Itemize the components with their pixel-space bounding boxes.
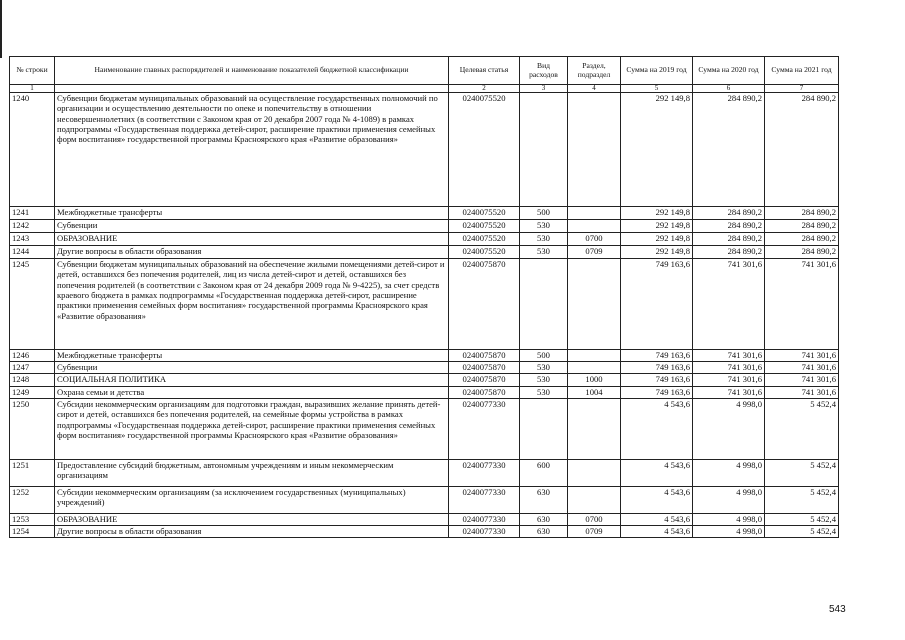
row-sum-2019: 749 163,6 (621, 350, 693, 362)
row-target: 0240075520 (449, 233, 520, 246)
row-number: 1251 (10, 460, 55, 487)
table-row (10, 526, 839, 538)
row-section: 0709 (568, 526, 621, 538)
row-sum-2019: 4 543,6 (621, 526, 693, 538)
row-target: 0240077330 (449, 399, 520, 460)
row-sum-2020: 284 890,2 (693, 207, 765, 220)
row-expense-type (520, 93, 568, 207)
header-sum-2020: Сумма на 2020 год (693, 57, 765, 85)
table-row (10, 460, 839, 487)
header-section: Раздел, подраздел (568, 57, 621, 85)
table-row (10, 246, 839, 259)
row-name: СОЦИАЛЬНАЯ ПОЛИТИКА (55, 374, 449, 387)
row-sum-2019: 749 163,6 (621, 362, 693, 374)
table-row (10, 487, 839, 514)
header-row-no: № строки (10, 57, 55, 85)
row-number: 1254 (10, 526, 55, 538)
table-row (10, 399, 839, 460)
column-number-6: 6 (693, 85, 765, 93)
row-section: 0700 (568, 233, 621, 246)
row-section (568, 460, 621, 487)
row-name: Субвенции бюджетам муниципальных образований на осуществление государственных полномочий по организации и осуществлению деятельности по опеке и попечительству в отношении несовершеннолетних (в соответствии с Законом края от 20 декабря 2007 года № 4-1089) в рамках подпрограммы «Государственная поддержка детей-сирот, расширение практики применения семейных форм воспитания» государственной программы Красноярского края «Развитие образования» (55, 93, 449, 207)
row-name: ОБРАЗОВАНИЕ (55, 514, 449, 526)
row-sum-2021: 5 452,4 (765, 460, 839, 487)
header-expense-type: Вид расходов (520, 57, 568, 85)
row-expense-type: 530 (520, 233, 568, 246)
row-section: 0700 (568, 514, 621, 526)
row-number: 1241 (10, 207, 55, 220)
row-sum-2021: 741 301,6 (765, 350, 839, 362)
row-sum-2020: 284 890,2 (693, 93, 765, 207)
row-sum-2019: 749 163,6 (621, 387, 693, 399)
row-sum-2021: 284 890,2 (765, 220, 839, 233)
row-name: Субсидии некоммерческим организациям для подготовки граждан, выразивших желание принять детей-сирот и детей, оставшихся без попечения родителей, на семейные формы устройства в рамках подпрограммы «Государственная поддержка детей-сирот, расширение практики применения семейных форм воспитания» государственной программы Красноярского края «Развитие образования» (55, 399, 449, 460)
row-section (568, 399, 621, 460)
row-target: 0240075870 (449, 387, 520, 399)
row-target: 0240075870 (449, 259, 520, 350)
row-sum-2019: 749 163,6 (621, 259, 693, 350)
table-row (10, 362, 839, 374)
row-expense-type: 630 (520, 526, 568, 538)
row-section (568, 207, 621, 220)
row-name: Межбюджетные трансферты (55, 207, 449, 220)
row-sum-2021: 741 301,6 (765, 387, 839, 399)
row-sum-2021: 741 301,6 (765, 362, 839, 374)
scan-edge-line (0, 0, 2, 58)
budget-table (9, 56, 839, 538)
row-number: 1253 (10, 514, 55, 526)
column-number-7: 7 (765, 85, 839, 93)
row-section (568, 93, 621, 207)
page-number: 543 (829, 604, 846, 615)
header-row (10, 57, 839, 85)
column-number-blank (55, 85, 449, 93)
row-name: Субвенции (55, 220, 449, 233)
row-number: 1249 (10, 387, 55, 399)
row-target: 0240075870 (449, 362, 520, 374)
column-number-1: 1 (10, 85, 55, 93)
table-row (10, 220, 839, 233)
row-section (568, 350, 621, 362)
column-number-4: 4 (568, 85, 621, 93)
row-expense-type: 530 (520, 374, 568, 387)
column-number-2: 2 (449, 85, 520, 93)
row-target: 0240075870 (449, 350, 520, 362)
row-sum-2019: 292 149,8 (621, 246, 693, 259)
column-number-row (10, 85, 839, 93)
row-section (568, 362, 621, 374)
row-target: 0240075520 (449, 220, 520, 233)
row-section: 1004 (568, 387, 621, 399)
row-sum-2021: 284 890,2 (765, 207, 839, 220)
row-sum-2020: 741 301,6 (693, 350, 765, 362)
row-number: 1248 (10, 374, 55, 387)
row-sum-2019: 4 543,6 (621, 460, 693, 487)
row-sum-2020: 4 998,0 (693, 460, 765, 487)
row-sum-2019: 4 543,6 (621, 514, 693, 526)
row-section (568, 487, 621, 514)
row-expense-type: 530 (520, 220, 568, 233)
table-row (10, 387, 839, 399)
row-sum-2020: 4 998,0 (693, 514, 765, 526)
row-sum-2019: 292 149,8 (621, 93, 693, 207)
row-sum-2021: 5 452,4 (765, 514, 839, 526)
row-number: 1240 (10, 93, 55, 207)
row-name: Межбюджетные трансферты (55, 350, 449, 362)
row-sum-2020: 284 890,2 (693, 220, 765, 233)
table-row (10, 259, 839, 350)
row-target: 0240075520 (449, 93, 520, 207)
row-expense-type: 530 (520, 387, 568, 399)
table-row (10, 374, 839, 387)
row-target: 0240077330 (449, 526, 520, 538)
row-expense-type: 630 (520, 487, 568, 514)
row-section: 1000 (568, 374, 621, 387)
row-expense-type: 500 (520, 350, 568, 362)
row-sum-2020: 4 998,0 (693, 526, 765, 538)
row-section (568, 259, 621, 350)
table-row (10, 514, 839, 526)
row-expense-type: 630 (520, 514, 568, 526)
row-expense-type (520, 259, 568, 350)
table-row (10, 350, 839, 362)
row-name: Предоставление субсидий бюджетным, автономным учреждениям и иным некоммерческим организациям (55, 460, 449, 487)
row-sum-2021: 741 301,6 (765, 259, 839, 350)
row-sum-2020: 284 890,2 (693, 233, 765, 246)
row-sum-2020: 741 301,6 (693, 259, 765, 350)
row-name: Субвенции (55, 362, 449, 374)
row-number: 1243 (10, 233, 55, 246)
row-sum-2021: 5 452,4 (765, 526, 839, 538)
row-number: 1252 (10, 487, 55, 514)
row-sum-2021: 284 890,2 (765, 233, 839, 246)
table-row (10, 207, 839, 220)
row-name: Охрана семьи и детства (55, 387, 449, 399)
row-sum-2021: 284 890,2 (765, 93, 839, 207)
row-sum-2019: 292 149,8 (621, 233, 693, 246)
row-sum-2019: 292 149,8 (621, 220, 693, 233)
row-sum-2021: 5 452,4 (765, 487, 839, 514)
row-number: 1245 (10, 259, 55, 350)
header-name: Наименование главных распорядителей и наименование показателей бюджетной классификации (55, 57, 449, 85)
row-sum-2021: 284 890,2 (765, 246, 839, 259)
row-section: 0709 (568, 246, 621, 259)
header-sum-2021: Сумма на 2021 год (765, 57, 839, 85)
row-number: 1242 (10, 220, 55, 233)
row-name: Субвенции бюджетам муниципальных образований на обеспечение жилыми помещениями детей-сирот и детей, оставшихся без попечения родителей, лиц из числа детей-сирот и детей, оставшихся без попечения родителей (в соответствии с Законом края от 24 декабря 2009 года № 9-4225), за счет средств краевого бюджета в рамках подпрограммы «Государственная поддержка детей-сирот, расширение практики применения семейных форм воспитания» государственной программы Красноярского края «Развитие образования» (55, 259, 449, 350)
header-target: Целевая статья (449, 57, 520, 85)
row-expense-type: 530 (520, 362, 568, 374)
row-sum-2020: 741 301,6 (693, 374, 765, 387)
row-number: 1250 (10, 399, 55, 460)
row-sum-2021: 741 301,6 (765, 374, 839, 387)
row-sum-2020: 284 890,2 (693, 246, 765, 259)
row-expense-type: 530 (520, 246, 568, 259)
row-sum-2021: 5 452,4 (765, 399, 839, 460)
row-name: Другие вопросы в области образования (55, 246, 449, 259)
row-target: 0240077330 (449, 514, 520, 526)
row-name: Субсидии некоммерческим организациям (за исключением государственных (муниципальных) учреждений) (55, 487, 449, 514)
row-target: 0240077330 (449, 460, 520, 487)
row-sum-2019: 4 543,6 (621, 399, 693, 460)
row-sum-2019: 4 543,6 (621, 487, 693, 514)
row-target: 0240077330 (449, 487, 520, 514)
row-target: 0240075520 (449, 207, 520, 220)
header-sum-2019: Сумма на 2019 год (621, 57, 693, 85)
row-sum-2019: 749 163,6 (621, 374, 693, 387)
row-expense-type (520, 399, 568, 460)
table-row (10, 233, 839, 246)
row-number: 1247 (10, 362, 55, 374)
row-target: 0240075870 (449, 374, 520, 387)
row-name: Другие вопросы в области образования (55, 526, 449, 538)
column-number-5: 5 (621, 85, 693, 93)
row-sum-2020: 4 998,0 (693, 487, 765, 514)
column-number-3: 3 (520, 85, 568, 93)
row-number: 1244 (10, 246, 55, 259)
row-number: 1246 (10, 350, 55, 362)
row-section (568, 220, 621, 233)
row-sum-2019: 292 149,8 (621, 207, 693, 220)
row-sum-2020: 741 301,6 (693, 387, 765, 399)
row-sum-2020: 4 998,0 (693, 399, 765, 460)
row-name: ОБРАЗОВАНИЕ (55, 233, 449, 246)
row-expense-type: 500 (520, 207, 568, 220)
row-sum-2020: 741 301,6 (693, 362, 765, 374)
row-expense-type: 600 (520, 460, 568, 487)
table-row (10, 93, 839, 207)
row-target: 0240075520 (449, 246, 520, 259)
